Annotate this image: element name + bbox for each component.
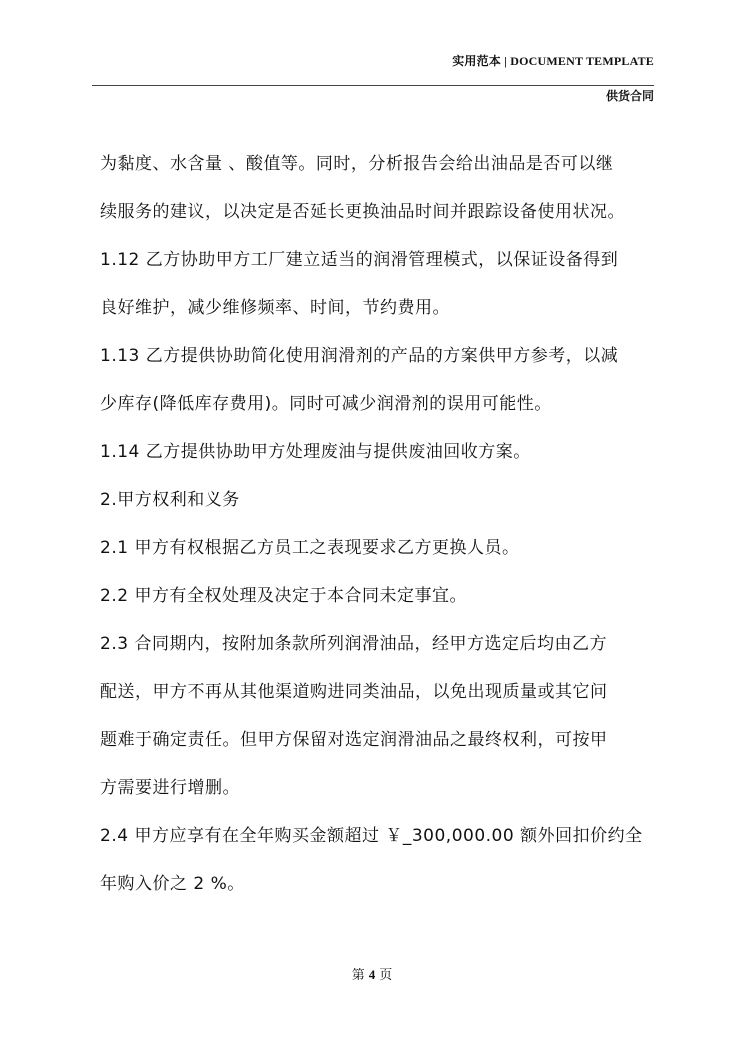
page-header (92, 52, 654, 70)
text-line: 为黏度、水含量 、酸值等。同时，分析报告会给出油品是否可以继 (100, 154, 614, 174)
text-line: 1.14 乙方提供协助甲方处理废油与提供废油回收方案。 (100, 442, 531, 462)
document-body (100, 140, 656, 908)
page-number: 4 (368, 967, 376, 982)
header-divider (92, 85, 654, 86)
text-line: 配送，甲方不再从其他渠道购进同类油品，以免出现质量或其它问 (100, 682, 608, 702)
text-line: 方需要进行增删。 (100, 778, 240, 798)
text-line: 题难于确定责任。但甲方保留对选定润滑油品之最终权利，可按甲 (100, 730, 608, 750)
text-line: 1.12 乙方协助甲方工厂建立适当的润滑管理模式，以保证设备得到 (100, 250, 619, 270)
text-line: 2.2 甲方有全权处理及决定于本合同未定事宜。 (100, 586, 467, 606)
text-line: 2.1 甲方有权根据乙方员工之表现要求乙方更换人员。 (100, 538, 520, 558)
header-title: 实用范本 | DOCUMENT TEMPLATE (452, 54, 654, 68)
page-footer (0, 964, 744, 983)
text-line: 年购入价之 2 %。 (100, 874, 245, 894)
header-subtitle: 供货合同 (605, 89, 654, 103)
text-line: 2.4 甲方应享有在全年购买金额超过 ￥_300,000.00 额外回扣价约全 (100, 826, 643, 846)
text-line: 良好维护，减少维修频率、时间，节约费用。 (100, 298, 450, 318)
text-line: 1.13 乙方提供协助简化使用润滑剂的产品的方案供甲方参考，以减 (100, 346, 619, 366)
text-line: 2.3 合同期内，按附加条款所列润滑油品，经甲方选定后均由乙方 (100, 634, 607, 654)
text-line: 少库存(降低库存费用)。同时可减少润滑剂的误用可能性。 (100, 394, 552, 414)
footer-suffix: 页 (379, 967, 393, 982)
text-line: 续服务的建议，以决定是否延长更换油品时间并跟踪设备使用状况。 (100, 202, 625, 222)
footer-prefix: 第 (351, 967, 365, 982)
section-heading: 2.甲方权利和义务 (100, 490, 240, 510)
